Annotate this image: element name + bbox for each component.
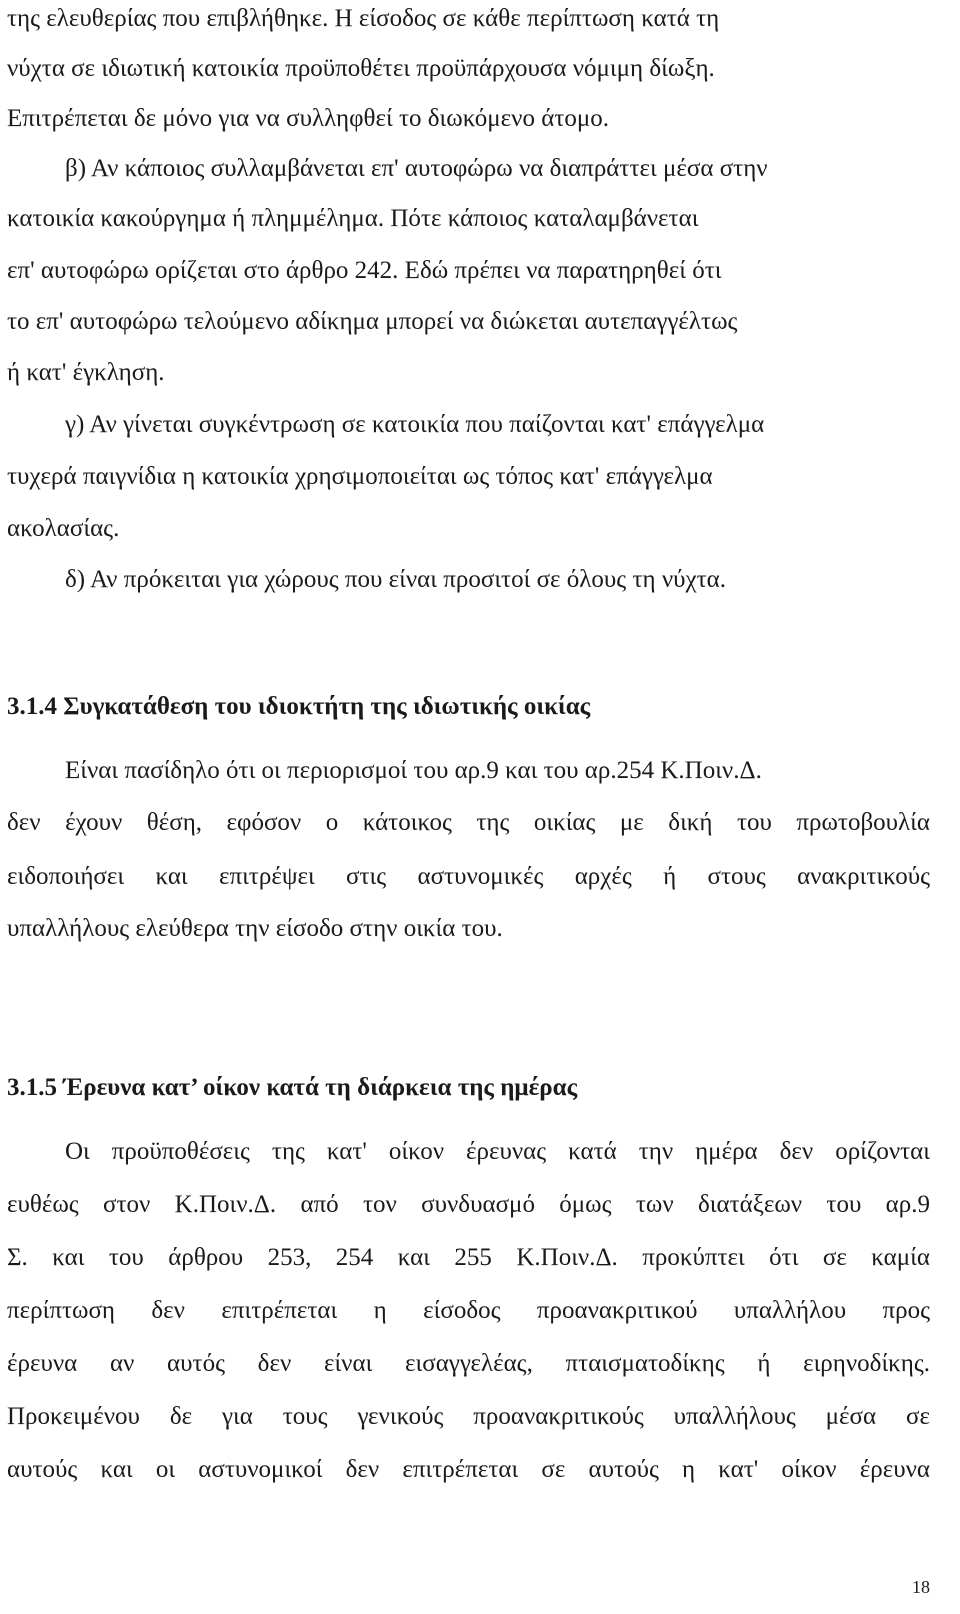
- body-line: τυχερά παιγνίδια η κατοικία χρησιμοποιείται ως τόπος κατ' επάγγελμα: [7, 463, 713, 490]
- section-heading-3-1-4: 3.1.4 Συγκατάθεση του ιδιοκτήτη της ιδιωτικής οικίας: [7, 693, 591, 720]
- section-3-1-5-line: Προκειμένου δε για τους γενικούς προανακριτικούς υπαλλήλους μέσα σε: [7, 1403, 930, 1430]
- section-heading-3-1-5: 3.1.5 Έρευνα κατ’ οίκον κατά τη διάρκεια της ημέρας: [7, 1074, 578, 1101]
- body-line: επ' αυτοφώρω ορίζεται στο άρθρο 242. Εδώ πρέπει να παρατηρηθεί ότι: [7, 257, 722, 284]
- section-3-1-4-line: Είναι πασίδηλο ότι οι περιορισμοί του αρ.9 και του αρ.254 Κ.Ποιν.Δ.: [65, 757, 762, 784]
- list-item-d-line: δ) Αν πρόκειται για χώρους που είναι προσιτοί σε όλους τη νύχτα.: [65, 566, 726, 593]
- body-line: Επιτρέπεται δε μόνο για να συλληφθεί το διωκόμενο άτομο.: [7, 105, 610, 132]
- body-line: νύχτα σε ιδιωτική κατοικία προϋποθέτει προϋπάρχουσα νόμιμη δίωξη.: [7, 55, 715, 82]
- list-item-c-line: γ) Αν γίνεται συγκέντρωση σε κατοικία που παίζονται κατ' επάγγελμα: [65, 411, 765, 438]
- body-line: ακολασίας.: [7, 515, 120, 542]
- body-line: κατοικία κακούργημα ή πλημμέλημα. Πότε κάποιος καταλαμβάνεται: [7, 205, 699, 232]
- section-3-1-4-line: υπαλλήλους ελεύθερα την είσοδο στην οικία του.: [7, 915, 503, 942]
- section-3-1-5-line: ευθέως στον Κ.Ποιν.Δ. από τον συνδυασμό όμως των διατάξεων του αρ.9: [7, 1191, 930, 1218]
- section-3-1-5-line: Οι προϋποθέσεις της κατ' οίκον έρευνας κατά την ημέρα δεν ορίζονται: [65, 1138, 930, 1165]
- page-number: 18: [912, 1577, 930, 1597]
- list-item-b-line: β) Αν κάποιος συλλαμβάνεται επ' αυτοφώρω να διαπράττει μέσα στην: [65, 155, 768, 182]
- body-line: το επ' αυτοφώρω τελούμενο αδίκημα μπορεί να διώκεται αυτεπαγγέλτως: [7, 308, 738, 335]
- section-3-1-5-line: περίπτωση δεν επιτρέπεται η είσοδος προανακριτικού υπαλλήλου προς: [7, 1297, 930, 1324]
- section-3-1-4-line: δεν έχουν θέση, εφόσον ο κάτοικος της οικίας με δική του πρωτοβουλία: [7, 809, 930, 836]
- section-3-1-4-line: ειδοποιήσει και επιτρέψει στις αστυνομικές αρχές ή στους ανακριτικούς: [7, 863, 930, 890]
- body-line: της ελευθερίας που επιβλήθηκε. Η είσοδος σε κάθε περίπτωση κατά τη: [7, 5, 720, 32]
- section-3-1-5-line: έρευνα αν αυτός δεν είναι εισαγγελέας, πταισματοδίκης ή ειρηνοδίκης.: [7, 1350, 930, 1377]
- body-line: ή κατ' έγκληση.: [7, 359, 165, 386]
- section-3-1-5-line: Σ. και του άρθρου 253, 254 και 255 Κ.Ποιν.Δ. προκύπτει ότι σε καμία: [7, 1244, 930, 1271]
- section-3-1-5-line: αυτούς και οι αστυνομικοί δεν επιτρέπεται σε αυτούς η κατ' οίκον έρευνα: [7, 1456, 930, 1483]
